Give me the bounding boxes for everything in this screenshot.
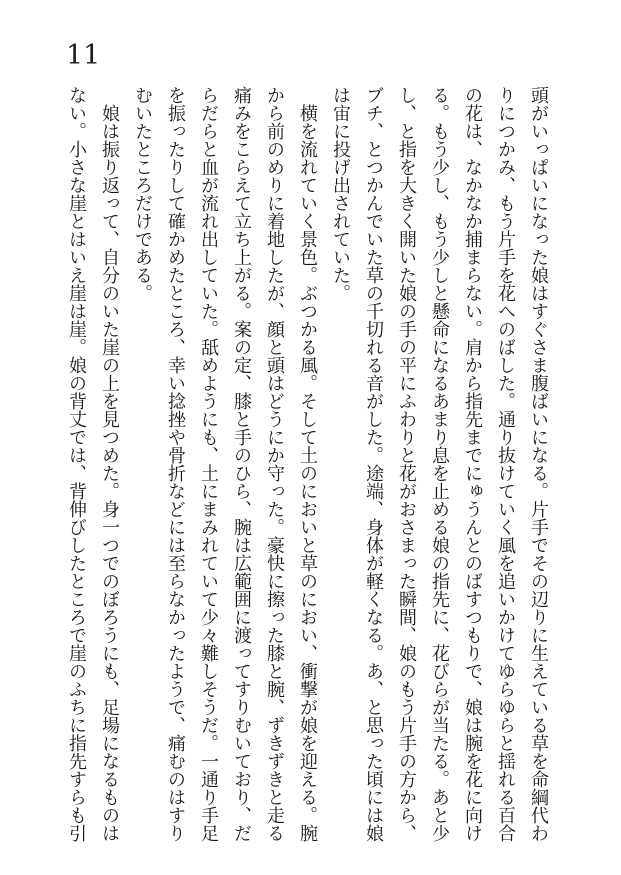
text-column: し、と指を大きく開いた娘の手の平にふわりと花がおさまった瞬間、娘のもう片手の方から、 (397, 86, 417, 842)
text-column: から前のめりに着地したが、顔と頭はどうにか守った。豪快に擦った膝と腕、ずきずきと走る (265, 86, 285, 842)
text-column: は宙に投げ出されていた。 (331, 86, 351, 302)
page-number: 11 (66, 40, 101, 71)
text-column: ブチ、とつかんでいた草の千切れる音がした。途端、身体が軽くなる。あ、と思った頃には娘 (364, 86, 384, 842)
text-column: 頭がいっぱいになった娘はすぐさま腹ばいになる。片手でその辺りに生えている草を命綱代わ (529, 86, 549, 842)
text-column: る。もう少し、もう少しと懸命になるあまり息を止める娘の指先に、花びらが当たる。あと少 (430, 86, 450, 842)
text-column: 横を流れていく景色。ぶつかる風。そして土のにおいと草のにおい、衝撃が娘を迎える。腕 (298, 86, 318, 842)
text-column: を振ったりして確かめたところ、幸い捻挫や骨折などには至らなかったようで、痛むのはすり (166, 86, 186, 842)
text-column: りにつかみ、もう片手を花へのばした。通り抜けていく風を追いかけてゆらゆらと揺れる百合 (496, 86, 516, 842)
text-column: むいたところだけである。 (133, 86, 153, 302)
text-column: 娘は振り返って、自分のいた崖の上を見つめた。身一つでのぼろうにも、足場になるものは (100, 86, 120, 842)
text-column: 痛みをこらえて立ち上がる。案の定、膝と手のひら、腕は広範囲に渡ってすりむいており、だ (232, 86, 252, 842)
text-column: らだらと血が流れ出していた。舐めようにも、土にまみれていて少々難しそうだ。一通り手足 (199, 86, 219, 842)
text-column: ない。小さな崖とはいえ崖は崖。娘の背丈では、背伸びしたところで崖のふちに指先すらも引 (67, 86, 87, 842)
body-text (60, 86, 555, 844)
text-column: の花は、なかなか捕まらない。肩から指先までにゅうんとのばすつもりで、娘は腕を花に向け (463, 86, 483, 842)
